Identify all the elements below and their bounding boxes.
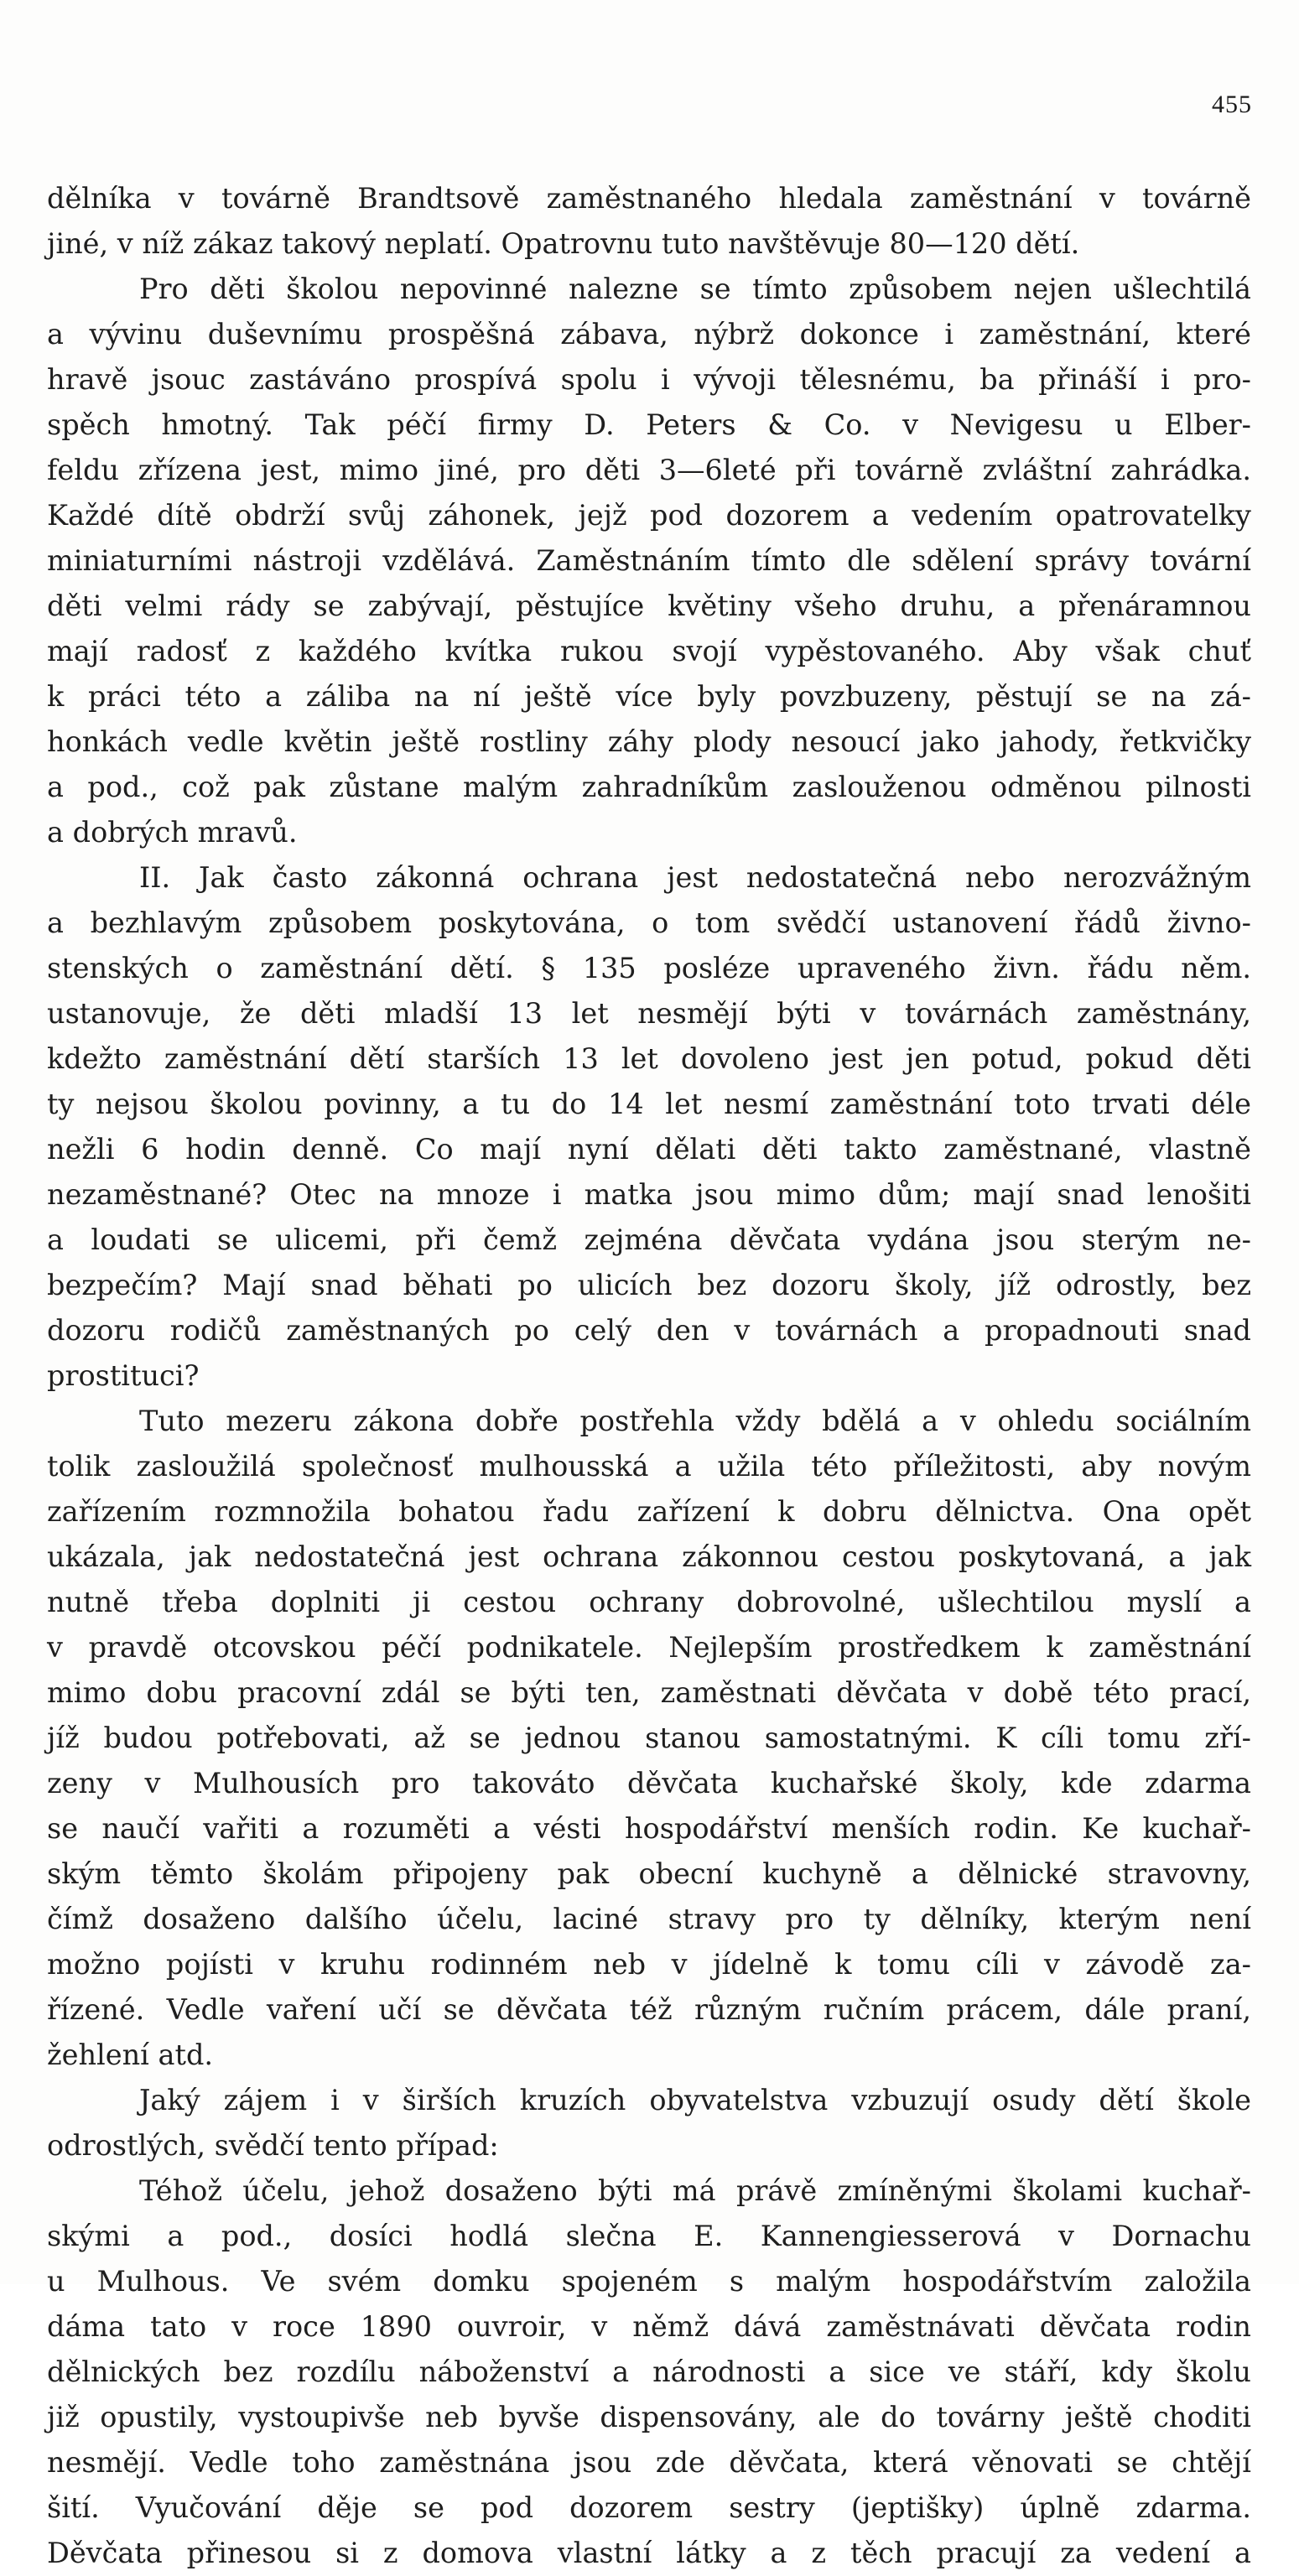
text-line: a vývinu duševnímu prospěšná zábava, nýbrž dokonce i zaměstnání, které [47,318,1251,351]
text-line: a pod., což pak zůstane malým zahradníkům zaslouženou odměnou pilnosti [47,771,1251,803]
text-line: v pravdě otcovskou péčí podnikatele. Nejlepším prostředkem k zaměstnání [47,1631,1251,1664]
text-line: nesmějí. Vedle toho zaměstnána jsou zde děvčata, která věnovati se chtějí [47,2446,1251,2479]
text-line: prostituci? [47,1359,200,1392]
text-line: dáma tato v roce 1890 ouvroir, v němž dává zaměstnávati děvčata rodin [47,2310,1251,2343]
body-text [47,176,1251,2576]
text-line: dozoru rodičů zaměstnaných po celý den v továrnách a propadnouti snad [47,1314,1251,1347]
text-line: u Mulhous. Ve svém domku spojeném s malým hospodářstvím založila [47,2265,1251,2298]
text-line: žehlení atd. [47,2038,214,2071]
text-line: řízené. Vedle vaření učí se děvčata též různým ručním prácem, dále praní, [47,1993,1251,2026]
text-line: ským těmto školám připojeny pak obecní kuchyně a dělnické stravovny, [47,1857,1251,1890]
text-line: a bezhlavým způsobem poskytována, o tom svědčí ustanovení řádů živno- [47,906,1251,939]
text-line: šití. Vyučování děje se pod dozorem sestry (jeptišky) úplně zdarma. [47,2491,1251,2524]
text-line: II. Jak často zákonná ochrana jest nedostatečná nebo nerozvážným [139,861,1251,894]
text-line: dělníka v továrně Brandtsově zaměstnaného hledala zaměstnání v továrně [47,182,1251,215]
text-line: mimo dobu pracovní zdál se býti ten, zaměstnati děvčata v době této prací, [47,1676,1251,1709]
text-line: nutně třeba doplniti ji cestou ochrany dobrovolné, ušlechtilou myslí a [47,1586,1251,1618]
text-line: Děvčata přinesou si z domova vlastní látky a z těch pracují za vedení a [47,2537,1251,2569]
text-line: Téhož účelu, jehož dosaženo býti má právě zmíněnými školami kuchař- [139,2174,1251,2207]
text-line: a loudati se ulicemi, při čemž zejména děvčata vydána jsou sterým ne- [47,1223,1251,1256]
text-line: možno pojísti v kruhu rodinném neb v jídelně k tomu cíli v závodě za- [47,1948,1251,1981]
text-line: Tuto mezeru zákona dobře postřehla vždy bdělá a v ohledu sociálním [139,1405,1251,1437]
text-line: Jaký zájem i v širších kruzích obyvatelstva vzbuzují osudy dětí škole [139,2084,1251,2116]
text-line: čímž dosaženo dalšího účelu, laciné stravy pro ty dělníky, kterým není [47,1903,1251,1935]
text-line: bezpečím? Mají snad běhati po ulicích bez dozoru školy, jíž odrostly, bez [47,1269,1251,1301]
text-line: se naučí vařiti a rozuměti a vésti hospodářství menších rodin. Ke kuchař- [47,1812,1251,1845]
page-number: 455 [1212,91,1252,118]
text-line: Každé dítě obdrží svůj záhonek, jejž pod dozorem a vedením opatrovatelky [47,499,1251,532]
text-line: nežli 6 hodin denně. Co mají nyní dělati děti takto zaměstnané, vlastně [47,1133,1251,1166]
text-line: feldu zřízena jest, mimo jiné, pro děti 3—6leté při továrně zvláštní zahrádka. [47,454,1251,486]
text-line: jíž budou potřebovati, až se jednou stanou samostatnými. K cíli tomu zří- [47,1722,1251,1754]
text-line: nezaměstnané? Otec na mnoze i matka jsou mimo dům; mají snad lenošiti [47,1178,1251,1211]
text-line: ty nejsou školou povinny, a tu do 14 let nesmí zaměstnání toto trvati déle [47,1088,1251,1120]
text-line: skými a pod., dosíci hodlá slečna E. Kannengiesserová v Dornachu [47,2220,1251,2252]
text-line: hravě jsouc zastáváno prospívá spolu i vývoji tělesnému, ba přináší i pro- [47,363,1251,396]
text-line: ustanovuje, že děti mladší 13 let nesmějí býti v továrnách zaměstnány, [47,997,1251,1030]
text-line: honkách vedle květin ještě rostliny záhy plody nesoucí jako jahody, řetkvičky [47,725,1251,758]
text-line: Pro děti školou nepovinné nalezne se tímto způsobem nejen ušlechtilá [139,273,1251,305]
text-line: odrostlých, svědčí tento případ: [47,2129,499,2162]
text-line: zeny v Mulhousích pro takováto děvčata kuchařské školy, kde zdarma [47,1767,1251,1800]
text-line: jiné, v níž zákaz takový neplatí. Opatrovnu tuto navštěvuje 80—120 dětí. [47,227,1080,260]
text-line: miniaturními nástroji vzdělává. Zaměstnáním tímto dle sdělení správy tovární [47,544,1251,577]
text-line: a dobrých mravů. [47,816,298,849]
text-line: tolik zasloužilá společnosť mulhousská a užila této příležitosti, aby novým [47,1450,1251,1483]
text-line: kdežto zaměstnání dětí starších 13 let dovoleno jest jen potud, pokud děti [47,1042,1251,1075]
text-line: mají radosť z každého kvítka rukou svojí vypěstovaného. Aby však chuť [47,635,1251,667]
text-line: k práci této a záliba na ní ještě více byly povzbuzeny, pěstují se na zá- [47,680,1251,713]
text-line: dělnických bez rozdílu náboženství a národnosti a sice ve stáří, kdy školu [47,2355,1251,2388]
text-line: spěch hmotný. Tak péčí firmy D. Peters & Co. v Nevigesu u Elber- [47,408,1251,441]
text-line: ukázala, jak nedostatečná jest ochrana zákonnou cestou poskytovaná, a jak [47,1540,1251,1573]
text-line: děti velmi rády se zabývají, pěstujíce květiny všeho druhu, a přenáramnou [47,589,1251,622]
text-line: zařízením rozmnožila bohatou řadu zařízení k dobru dělnictva. Ona opět [47,1495,1251,1528]
text-line: stenských o zaměstnání dětí. § 135 posléze upraveného živn. řádu něm. [47,952,1251,984]
text-line: již opustily, vystoupivše neb byvše dispensovány, ale do továrny ještě choditi [47,2401,1251,2433]
